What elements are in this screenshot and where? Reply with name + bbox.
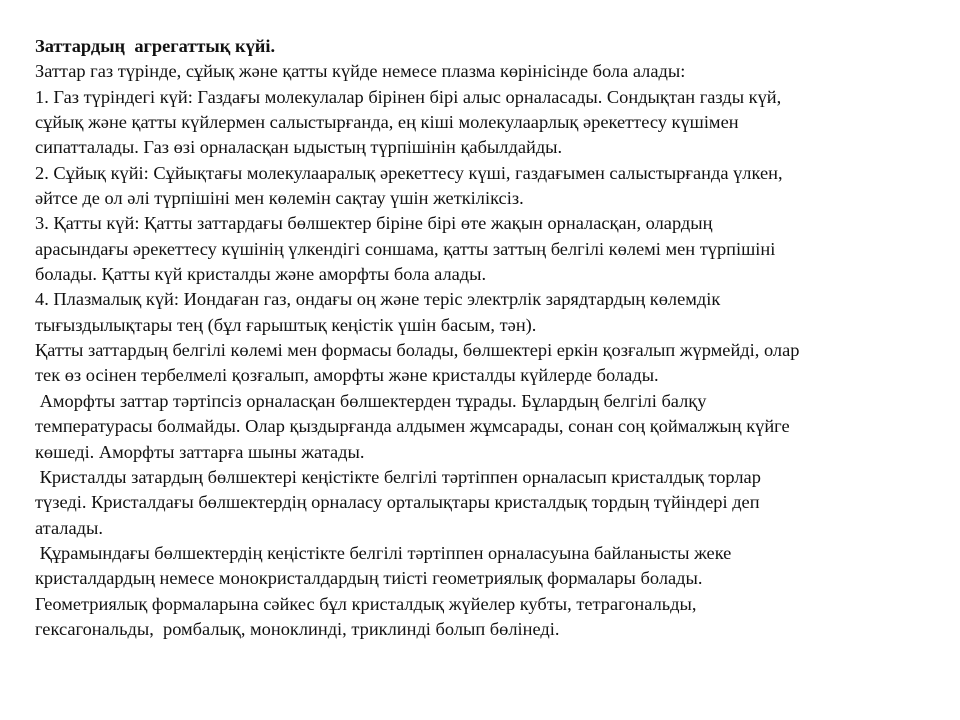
crystalline-paragraph-line-3: аталады. (35, 517, 103, 538)
crystalline-paragraph-line-1: Кристалды затардың бөлшектері кеңістікте белгілі тәртіппен орналасып кристалдық торлар (35, 466, 761, 487)
amorphous-paragraph-line-1: Аморфты заттар тәртіпсіз орналасқан бөлшектерден тұрады. Бұлардың белгілі балқу (35, 390, 707, 411)
solid-state-line-2: арасындағы әрекеттесу күшінің үлкендігі соншама, қатты заттың белгілі көлемі мен түрпішіні (35, 238, 776, 259)
amorphous-paragraph-line-3: көшеді. Аморфты заттарға шыны жатады. (35, 441, 365, 462)
geometry-paragraph-line-2: кристалдардың немесе монокристалдардың тиісті геометриялық формалары болады. (35, 568, 703, 589)
solid-state-line-3: болады. Қатты күй кристалды және аморфты бола алады. (35, 264, 487, 285)
liquid-state-line-1: 2. Сұйық күйі: Сұйықтағы молекулааралық әрекеттесу күші, газдағымен салыстырғанда үлкен, (35, 162, 783, 183)
geometry-paragraph-line-1: Құрамындағы бөлшектердің кеңістікте белгілі тәртіппен орналасуына байланысты жеке (35, 542, 732, 563)
solid-state-line-1: 3. Қатты күй: Қатты заттардағы бөлшектер біріне бірі өте жақын орналасқан, олардың (35, 213, 713, 234)
geometry-paragraph-line-4: гексагональды, ромбалық, моноклинді, триклинді болып бөлінеді. (35, 618, 560, 639)
intro-line: Заттар газ түрінде, сұйық және қатты күйде немесе плазма көрінісінде бола алады: (35, 61, 686, 82)
gas-state-line-3: сипатталады. Газ өзі орналасқан ыдыстың түрпішінін қабылдайды. (35, 137, 563, 158)
document-title: Заттардың агрегаттық күйі. (35, 36, 276, 56)
amorphous-paragraph-line-2: температурасы болмайды. Олар қыздырғанда алдымен жұмсарады, сонан соң қоймалжың күйге (35, 416, 790, 437)
solids-paragraph-line-2: тек өз осінен тербелмелі қозғалып, аморфты және кристалды күйлерде болады. (35, 365, 659, 386)
geometry-paragraph-line-3: Геометриялық формаларына сәйкес бұл кристалдық жүйелер кубты, тетрагональды, (35, 593, 697, 614)
gas-state-line-1: 1. Газ түріндегі күй: Газдағы молекулалар бірінен бірі алыс орналасады. Сондықтан газды күй, (35, 86, 782, 107)
crystalline-paragraph-line-2: түзеді. Кристалдағы бөлшектердің орналасу орталықтары кристалдық тордың түйіндері деп (35, 492, 760, 513)
plasma-state-line-2: тығыздылықтары тең (бұл ғарыштық кеңістік үшін басым, тән). (35, 314, 537, 335)
solids-paragraph-line-1: Қатты заттардың белгілі көлемі мен формасы болады, бөлшектері еркін қозғалып жүрмейді, олар (35, 340, 800, 361)
document-slide (35, 34, 925, 642)
gas-state-line-2: сұйық және қатты күйлермен салыстырғанда, ең кіші молекулаарлық әрекеттесу күшімен (35, 112, 739, 133)
liquid-state-line-2: әйтсе де ол әлі түрпішіні мен көлемін сақтау үшін жеткіліксіз. (35, 188, 524, 209)
plasma-state-line-1: 4. Плазмалық күй: Иондаған газ, ондағы оң және теріс электрлік зарядтардың көлемдік (35, 289, 721, 310)
